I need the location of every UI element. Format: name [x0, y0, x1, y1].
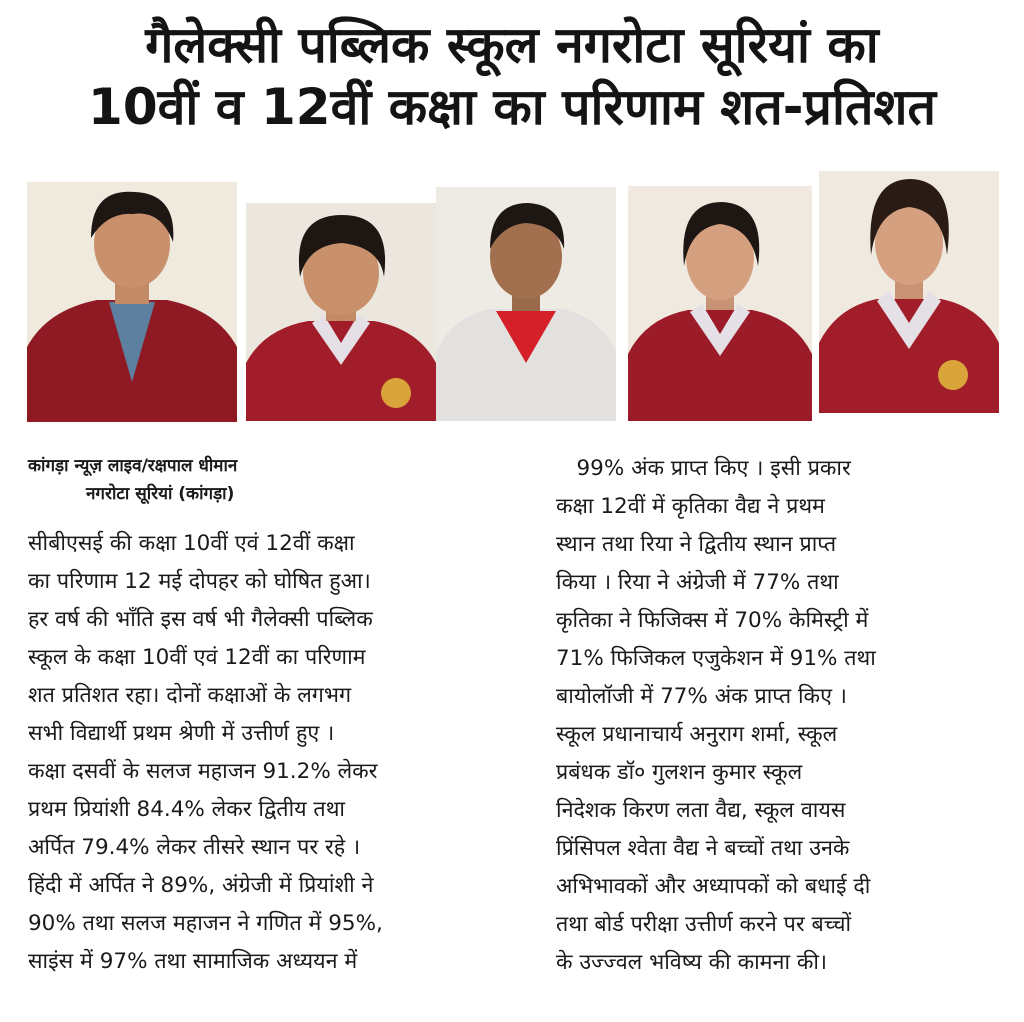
article-column-left — [28, 525, 518, 981]
article-line: तथा बोर्ड परीक्षा उत्तीर्ण करने पर बच्चों — [556, 912, 852, 937]
article-line: सीबीएसई की कक्षा 10वीं एवं 12वीं कक्षा — [28, 531, 355, 556]
article-line: प्रथम प्रियांशी 84.4% लेकर द्वितीय तथा — [28, 797, 345, 822]
article-line: बायोलॉजी में 77% अंक प्राप्त किए । — [556, 684, 847, 709]
student-photo-2 — [246, 203, 436, 421]
article-line: 90% तथा सलज महाजन ने गणित में 95%, — [28, 911, 383, 936]
article-line: अर्पित 79.4% लेकर तीसरे स्थान पर रहे । — [28, 835, 361, 860]
article-line: 99% अंक प्राप्त किए । इसी प्रकार — [556, 456, 851, 481]
headline-line-2: 10वीं व 12वीं कक्षा का परिणाम शत-प्रतिशत — [88, 78, 936, 136]
article-line: शत प्रतिशत रहा। दोनों कक्षाओं के लगभग — [28, 683, 352, 708]
article-line: निदेशक किरण लता वैद्य, स्कूल वायस — [556, 798, 846, 823]
headline — [0, 14, 1024, 138]
article-line: स्थान तथा रिया ने द्वितीय स्थान प्राप्त — [556, 532, 837, 557]
byline — [28, 452, 528, 508]
student-photo-1 — [27, 182, 237, 422]
byline-location: नगरोटा सूरियां (कांगड़ा) — [86, 484, 235, 504]
article-line: के उज्ज्वल भविष्य की कामना की। — [556, 950, 828, 975]
article-column-right — [556, 450, 1006, 982]
student-photo-4 — [628, 186, 812, 421]
article-line: प्रबंधक डॉ० गुलशन कुमार स्कूल — [556, 760, 803, 785]
article-line: प्रिंसिपल श्वेता वैद्य ने बच्चों तथा उनके — [556, 836, 850, 861]
article-line: कृतिका ने फिजिक्स में 70% केमिस्ट्री में — [556, 608, 869, 633]
article-line: कक्षा 12वीं में कृतिका वैद्य ने प्रथम — [556, 494, 825, 519]
headline-line-1: गैलेक्सी पब्लिक स्कूल नगरोटा सूरियां का — [145, 16, 879, 74]
article-line: कक्षा दसवीं के सलज महाजन 91.2% लेकर — [28, 759, 378, 784]
article-line: स्कूल प्रधानाचार्य अनुराग शर्मा, स्कूल — [556, 722, 838, 747]
article-line: किया । रिया ने अंग्रेजी में 77% तथा — [556, 570, 839, 595]
article-line: सभी विद्यार्थी प्रथम श्रेणी में उत्तीर्ण हुए । — [28, 721, 335, 746]
student-photo-5 — [819, 171, 999, 413]
byline-source: कांगड़ा न्यूज़ लाइव/रक्षपाल धीमान — [28, 456, 238, 476]
article-line: 71% फिजिकल एजुकेशन में 91% तथा — [556, 646, 876, 671]
article-line: हिंदी में अर्पित ने 89%, अंग्रेजी में प्रियांशी ने — [28, 873, 374, 898]
article-line: स्कूल के कक्षा 10वीं एवं 12वीं का परिणाम — [28, 645, 366, 670]
article-line: हर वर्ष की भाँति इस वर्ष भी गैलेक्सी पब्लिक — [28, 607, 373, 632]
article-line: साइंस में 97% तथा सामाजिक अध्ययन में — [28, 949, 358, 974]
article-line: का परिणाम 12 मई दोपहर को घोषित हुआ। — [28, 569, 371, 594]
student-photo-3 — [436, 187, 616, 421]
article-line: अभिभावकों और अध्यापकों को बधाई दी — [556, 874, 871, 899]
